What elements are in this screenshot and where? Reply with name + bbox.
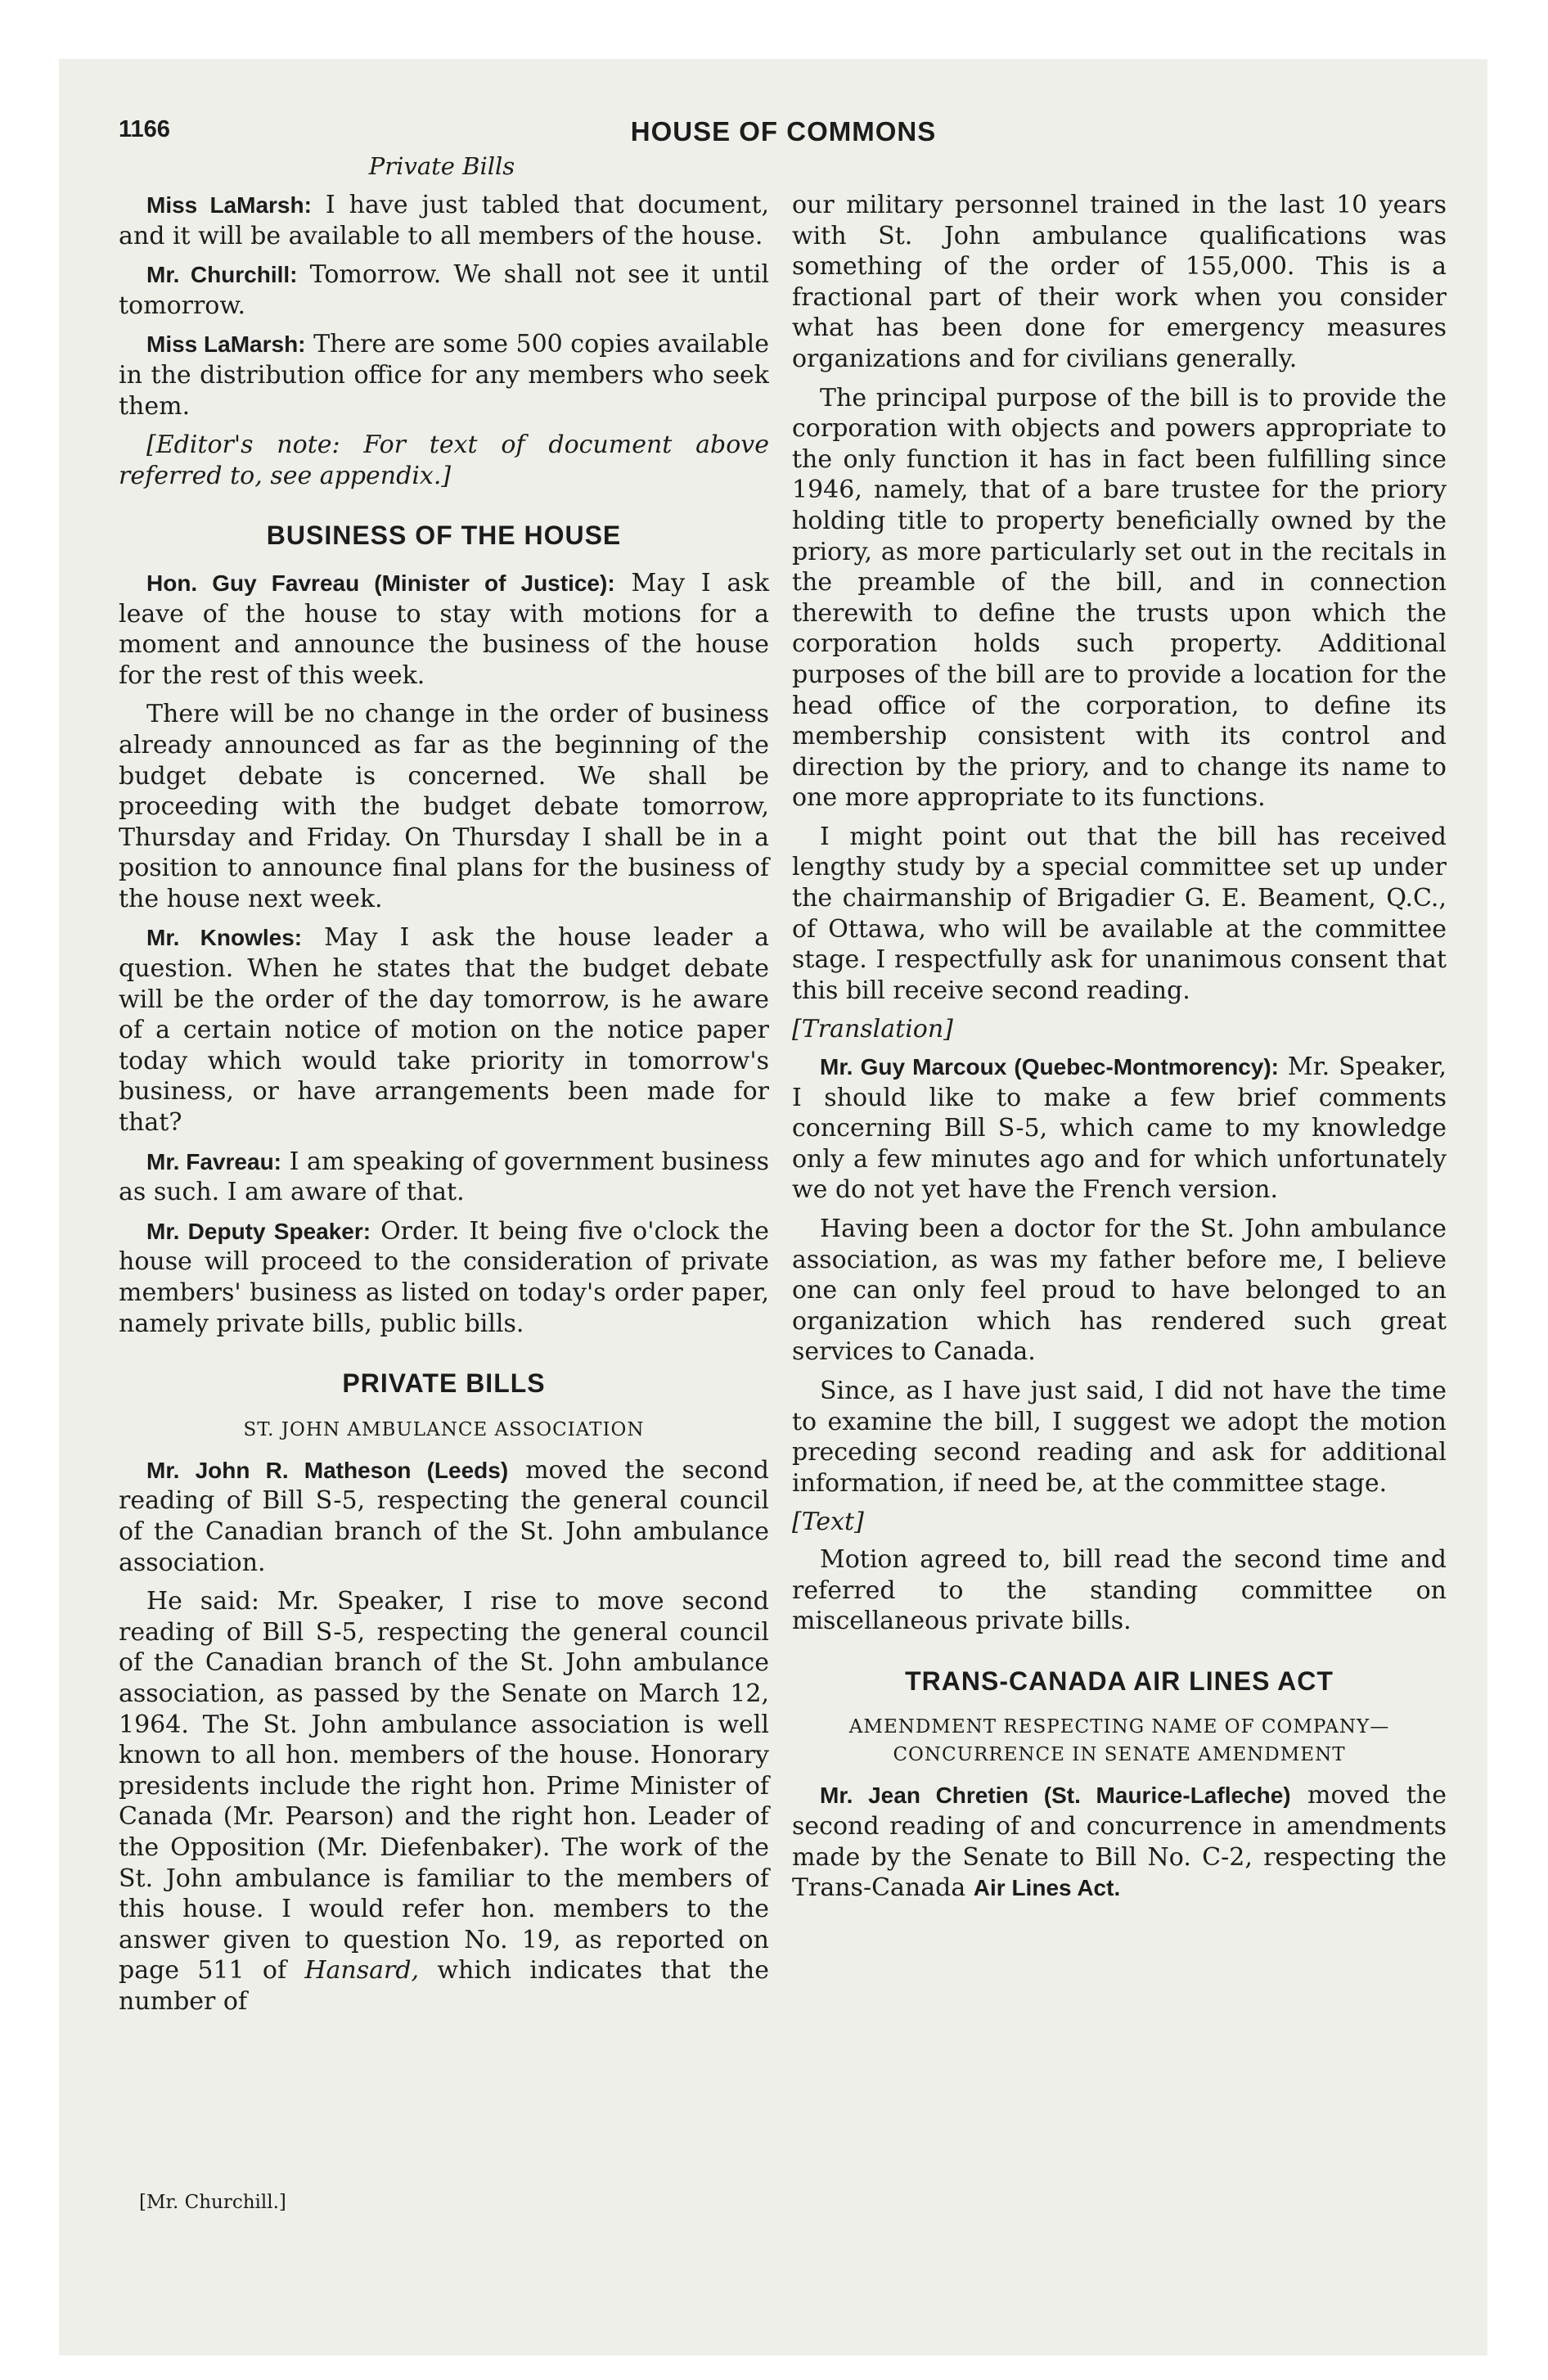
paragraph-text: moved the second reading of Bill S-5, respecting the general council of the Canadian branch of the St. John ambulance association.: [119, 1455, 770, 1577]
subsection-heading-st-john: ST. JOHN AMBULANCE ASSOCIATION: [243, 1418, 645, 1440]
paragraph: [119, 190, 769, 251]
paragraph-text: I might point out that the bill has received lengthy study by a special committee set up under the chairmanship of Brigadier G. E. Beament, Q.C., of Ottawa, who will be available at the committee stage. I respectfully ask for unanimous consent that this bill receive second reading.: [792, 822, 1447, 1005]
speaker-name: Miss LaMarsh:: [146, 192, 312, 218]
paragraph: [119, 699, 769, 914]
paragraph-text: Having been a doctor for the St. John ambulance association, as was my father before me, I believe one can only feel proud to have belonged to an organization which has rendered such great services to Canada.: [792, 1215, 1447, 1367]
paragraph-text: I have just tabled that document, and it will be available to all members of the house.: [119, 191, 769, 250]
speaker-name: Mr. Knowles:: [146, 925, 303, 951]
right-column: [792, 190, 1447, 1912]
paragraph: [792, 1214, 1447, 1368]
paragraph-text: Motion agreed to, bill read the second time and referred to the standing committee on miscellaneous private bills.: [792, 1544, 1447, 1636]
speaker-name: Mr. Favreau:: [146, 1148, 281, 1174]
paragraph-text: I am speaking of government business as such. I am aware of that.: [119, 1147, 769, 1207]
translation-marker: [Translation]: [792, 1015, 953, 1044]
paragraph: [119, 329, 769, 421]
paragraph-text: May I ask the house leader a question. When he states that the budget debate will be the order of the day tomorrow, is he aware of a certain notice of motion on the notice paper today which would take priority in tomorrow's business, or have arrangements been made for that?: [119, 923, 769, 1138]
page-number: 1166: [119, 116, 170, 142]
paragraph-text: Tomorrow. We shall not see it until tomorrow.: [119, 260, 769, 320]
section-heading-private-bills: PRIVATE BILLS: [342, 1368, 546, 1399]
paragraph: [119, 1147, 769, 1208]
paragraph-text: our military personnel trained in the last 10 years with St. John ambulance qualifications was something of the order of 155,000. This is a fractional part of their work when you consider what has been done for emergency measures organizations and for civilians generally.: [792, 191, 1447, 373]
paragraph: [119, 568, 769, 691]
paragraph-text: Since, as I have just said, I did not have the time to examine the bill, I suggest we adopt the motion preceding second reading and ask for additional information, if need be, at the committee stage.: [792, 1376, 1447, 1498]
paragraph-text: moved the second reading of and concurrence in amendments made by the Senate to Bill No. C-2, respecting the Trans-Canada: [792, 1781, 1447, 1903]
paragraph: [119, 1216, 769, 1339]
paragraph: [792, 822, 1447, 1007]
bold-act-name: Air Lines Act.: [973, 1875, 1121, 1901]
paragraph-text: There are some 500 copies available in the distribution office for any members who seek them.: [119, 330, 770, 421]
speaker-name: Mr. John R. Matheson (Leeds): [146, 1457, 509, 1483]
paragraph-text: Order. It being five o'clock the house will proceed to the consideration of private members' business as listed on today's order paper, namely private bills, public bills.: [119, 1216, 769, 1338]
subsection-heading-tca: AMENDMENT RESPECTING NAME OF COMPANY— CONCURRENCE IN SENATE AMENDMENT: [848, 1716, 1390, 1766]
speaker-name: Mr. Churchill:: [146, 262, 298, 288]
paragraph-text: The principal purpose of the bill is to provide the corporation with objects and powers appropriate to the only function it has in fact been fulfilling since 1946, namely, that of a bare trustee for the priory holding title to property beneficially owned by the priory, as more particularly set out in the recitals in the preamble of the bill, and in connection therewith to define the trusts upon which the corporation holds such property. Additional purposes of the bill are to provide a location for the head office of the corporation, to define its membership consistent with its control and direction by the priory, and to change its name to one more appropriate to its functions.: [792, 383, 1447, 813]
speaker-name: Hon. Guy Favreau (Minister of Justice):: [146, 570, 615, 596]
speaker-name: Mr. Guy Marcoux (Quebec-Montmorency):: [820, 1054, 1280, 1080]
paragraph: [792, 1544, 1447, 1637]
editor-note-text: [Editor's note: For text of document above referred to, see appendix.]: [119, 430, 769, 490]
paragraph: [792, 1376, 1447, 1499]
paragraph: [792, 190, 1447, 375]
paragraph: [792, 1780, 1447, 1903]
text-marker: [Text]: [792, 1508, 864, 1537]
paragraph: [792, 1052, 1447, 1206]
paragraph-text: There will be no change in the order of business already announced as far as the beginning of the budget debate is concerned. We shall be proceeding with the budget debate tomorrow, Thursday and Friday. On Thursday I shall be in a position to announce final plans for the business of the house next week.: [119, 700, 769, 913]
left-column: [119, 190, 769, 2025]
speaker-footer-tag: [Mr. Churchill.]: [139, 2192, 286, 2213]
speaker-name: Mr. Jean Chretien (St. Maurice-Lafleche): [820, 1783, 1291, 1809]
page-header: [119, 116, 1448, 154]
running-head: Private Bills: [368, 152, 515, 180]
paragraph: [119, 1455, 769, 1578]
italic-text: Hansard,: [304, 1956, 420, 1986]
speaker-name: Miss LaMarsh:: [146, 331, 306, 358]
section-heading-business: BUSINESS OF THE HOUSE: [266, 521, 622, 551]
paragraph: [119, 922, 769, 1138]
paragraph-text: He said: Mr. Speaker, I rise to move second reading of Bill S-5, respecting the general council of the Canadian branch of the St. John ambulance association, as passed by the Senate on March 12, 1964. The St. John ambulance association is well known to all hon. members of the house. Honorary presidents include the right hon. Prime Minister of Canada (Mr. Pearson) and the right hon. Leader of the Opposition (Mr. Diefenbaker). The work of the St. John ambulance is familiar to the members of this house. I would refer hon. members to the answer given to question No. 19, as reported on page 511 of: [119, 1587, 769, 1986]
editor-note: [119, 430, 769, 491]
speaker-name: Mr. Deputy Speaker:: [146, 1218, 371, 1244]
paragraph-text: May I ask leave of the house to stay with motions for a moment and announce the business of the house for the rest of this week.: [119, 568, 769, 690]
paragraph-text: which indicates that the number of: [119, 1956, 770, 2016]
paragraph-text: Mr. Speaker, I should like to make a few brief comments concerning Bill S-5, which came to my knowledge only a few minutes ago and for which unfortunately we do not yet have the French version.: [792, 1053, 1447, 1205]
paragraph: [792, 383, 1447, 814]
paragraph: [119, 259, 769, 321]
paragraph: [119, 1586, 769, 2017]
page-title: HOUSE OF COMMONS: [630, 116, 937, 146]
section-heading-tca: TRANS-CANADA AIR LINES ACT: [905, 1666, 1334, 1696]
